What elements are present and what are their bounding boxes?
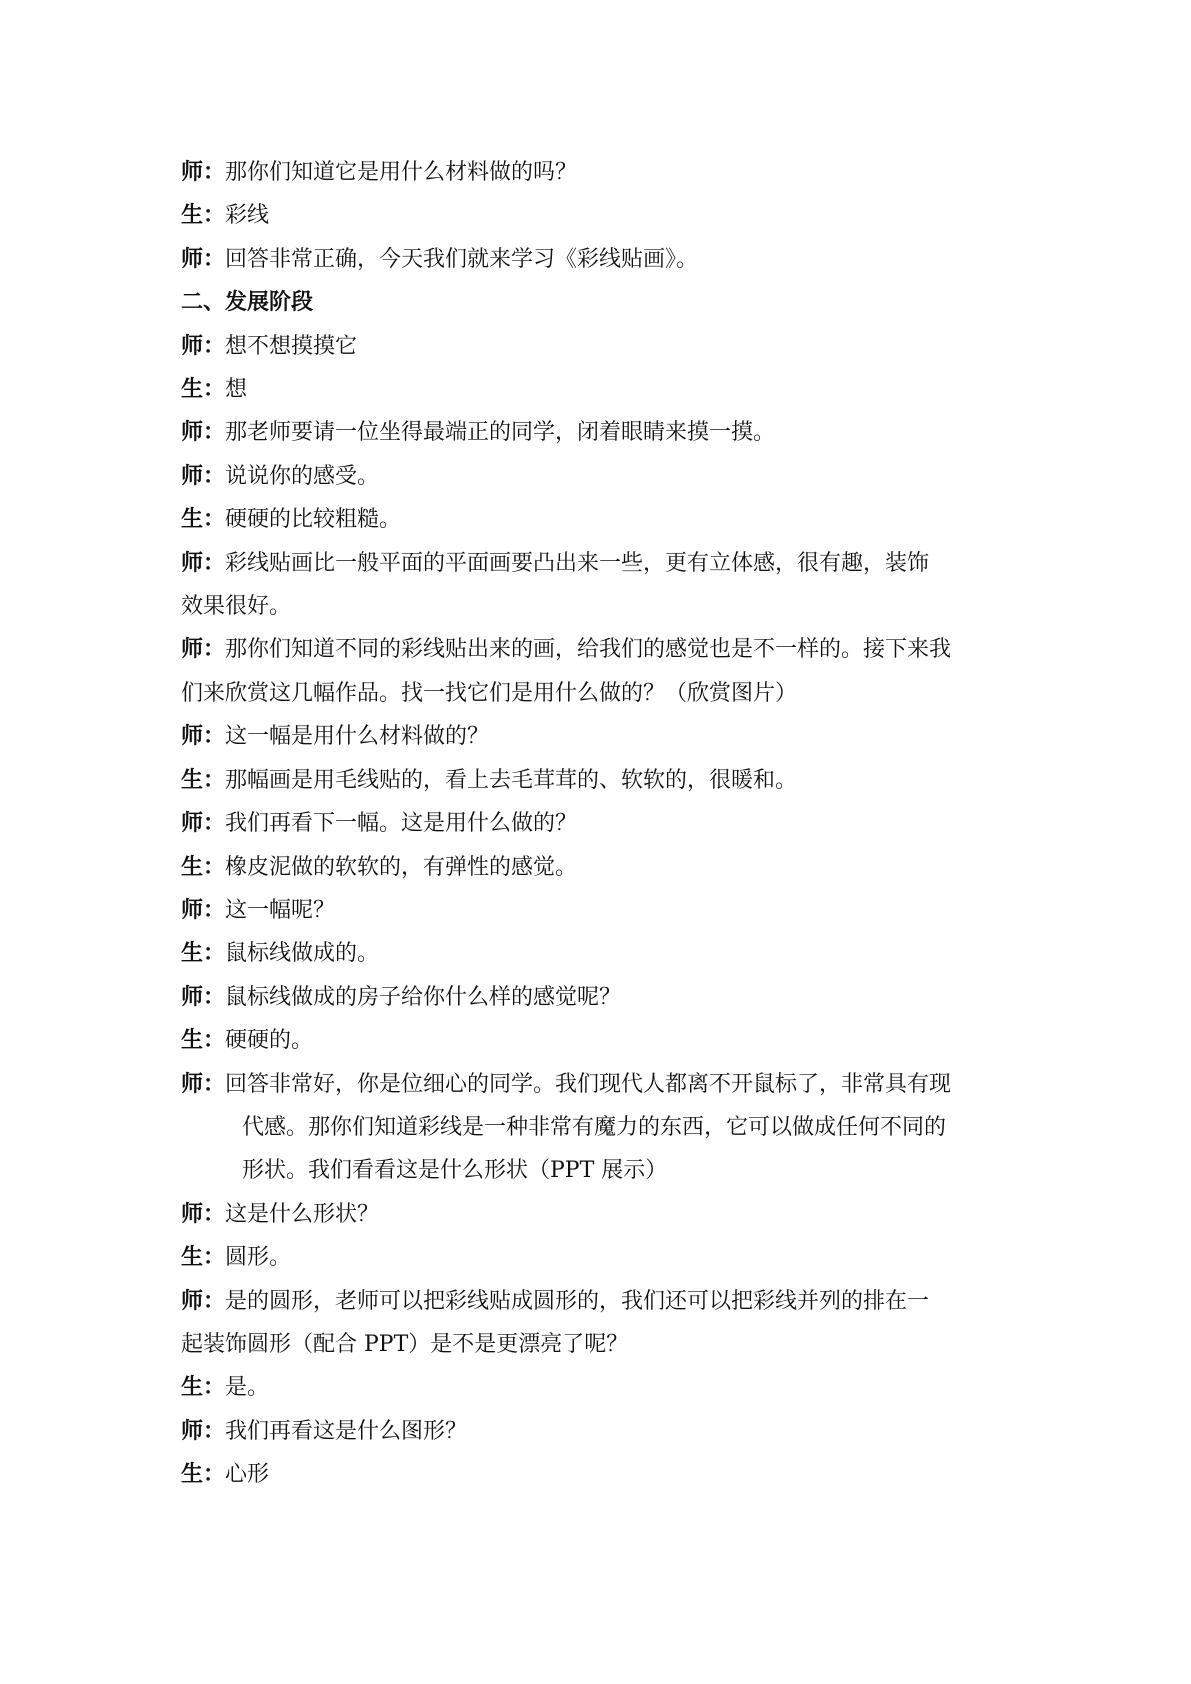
speaker-label: 师： (181, 463, 226, 489)
dialogue-continuation: 效果很好。 (181, 594, 292, 620)
speaker-label: 师： (181, 984, 226, 1010)
line-text: 这一幅是用什么材料做的？ (225, 724, 490, 750)
dialogue-line (181, 976, 1021, 1019)
dialogue-line (181, 238, 1021, 281)
dialogue-line (181, 628, 1021, 671)
line-text: 硬硬的比较粗糙。 (225, 507, 402, 533)
speaker-label: 生： (181, 1245, 226, 1271)
dialogue-line (181, 1019, 1021, 1062)
dialogue-continuation: 代感。那你们知道彩线是一种非常有魔力的东西，它可以做成任何不同的 (242, 1114, 947, 1140)
line-text: 这是什么形状？ (225, 1201, 380, 1227)
dialogue-line (181, 846, 1021, 889)
dialogue-line (181, 1193, 1021, 1236)
speaker-label: 生： (181, 941, 226, 967)
speaker-label: 师： (181, 160, 226, 185)
dialogue-line (181, 325, 1021, 368)
line-text: 我们再看下一幅。这是用什么做的？ (225, 811, 578, 837)
speaker-label: 生： (181, 767, 226, 793)
line-text: 是。 (225, 1375, 270, 1401)
speaker-label: 师： (181, 724, 226, 750)
line-text: 橡皮泥做的软软的，有弹性的感觉。 (225, 854, 578, 880)
dialogue-line (181, 1063, 1021, 1106)
line-text: 鼠标线做成的。 (225, 941, 380, 967)
speaker-label: 师： (181, 550, 226, 576)
line-text: 那幅画是用毛线贴的，看上去毛茸茸的、软软的，很暖和。 (225, 767, 798, 793)
speaker-label: 师： (181, 246, 226, 272)
line-text: 我们再看这是什么图形？ (225, 1418, 468, 1444)
speaker-label: 生： (181, 203, 226, 229)
line-text: 说说你的感受。 (225, 463, 380, 489)
speaker-label: 师： (181, 420, 226, 446)
dialogue-line (181, 542, 1021, 585)
speaker-label: 生： (181, 854, 226, 880)
speaker-label: 师： (181, 1071, 226, 1097)
dialogue-line (181, 194, 1021, 237)
dialogue-line (181, 932, 1021, 975)
line-text: 圆形。 (225, 1245, 292, 1271)
speaker-label: 生： (181, 1462, 226, 1488)
line-text: 那你们知道它是用什么材料做的吗？ (225, 160, 578, 185)
line-text: 回答非常好，你是位细心的同学。我们现代人都离不开鼠标了，非常具有现 (225, 1071, 952, 1097)
dialogue-line (181, 1366, 1021, 1409)
speaker-label: 生： (181, 1375, 226, 1401)
line-text: 回答非常正确，今天我们就来学习《彩线贴画》。 (225, 246, 699, 272)
dialogue-continuation: 们来欣赏这几幅作品。找一找它们是用什么做的？（欣赏图片） (181, 680, 798, 706)
lesson-dialogue (181, 151, 1021, 1497)
line-text: 这一幅呢？ (225, 897, 336, 923)
speaker-label: 师： (181, 637, 226, 663)
speaker-label: 师： (181, 1418, 226, 1444)
line-text: 彩线 (225, 203, 270, 229)
line-text: 硬硬的。 (225, 1028, 314, 1054)
dialogue-continuation: 起装饰圆形（配合 PPT）是不是更漂亮了呢？ (181, 1331, 629, 1357)
dialogue-line (181, 498, 1021, 541)
line-text: 彩线贴画比一般平面的平面画要凸出来一些，更有立体感，很有趣，装饰 (225, 550, 930, 576)
dialogue-line (181, 715, 1021, 758)
dialogue-line (181, 889, 1021, 932)
speaker-label: 师： (181, 811, 226, 837)
line-text: 那你们知道不同的彩线贴出来的画，给我们的感觉也是不一样的。接下来我 (225, 637, 952, 663)
speaker-label: 生： (181, 1028, 226, 1054)
dialogue-line (181, 411, 1021, 454)
line-text: 想不想摸摸它 (225, 333, 358, 359)
line-text: 鼠标线做成的房子给你什么样的感觉呢？ (225, 984, 622, 1010)
dialogue-line (181, 1280, 1021, 1323)
speaker-label: 师： (181, 897, 226, 923)
speaker-label: 生： (181, 377, 226, 403)
speaker-label: 师： (181, 1201, 226, 1227)
line-text: 那老师要请一位坐得最端正的同学，闭着眼睛来摸一摸。 (225, 420, 776, 446)
dialogue-line (181, 151, 1021, 194)
speaker-label: 师： (181, 1288, 226, 1314)
dialogue-line (181, 759, 1021, 802)
speaker-label: 师： (181, 333, 226, 359)
dialogue-line (181, 1410, 1021, 1453)
section-heading: 二、发展阶段 (181, 290, 314, 316)
dialogue-line (181, 368, 1021, 411)
dialogue-line (181, 1236, 1021, 1279)
speaker-label: 生： (181, 507, 226, 533)
dialogue-line (181, 802, 1021, 845)
dialogue-continuation: 形状。我们看看这是什么形状（PPT 展示） (242, 1158, 668, 1184)
line-text: 心形 (225, 1462, 270, 1488)
dialogue-line (181, 1453, 1021, 1496)
line-text: 想 (225, 377, 248, 403)
line-text: 是的圆形，老师可以把彩线贴成圆形的，我们还可以把彩线并列的排在一 (225, 1288, 930, 1314)
dialogue-line (181, 455, 1021, 498)
